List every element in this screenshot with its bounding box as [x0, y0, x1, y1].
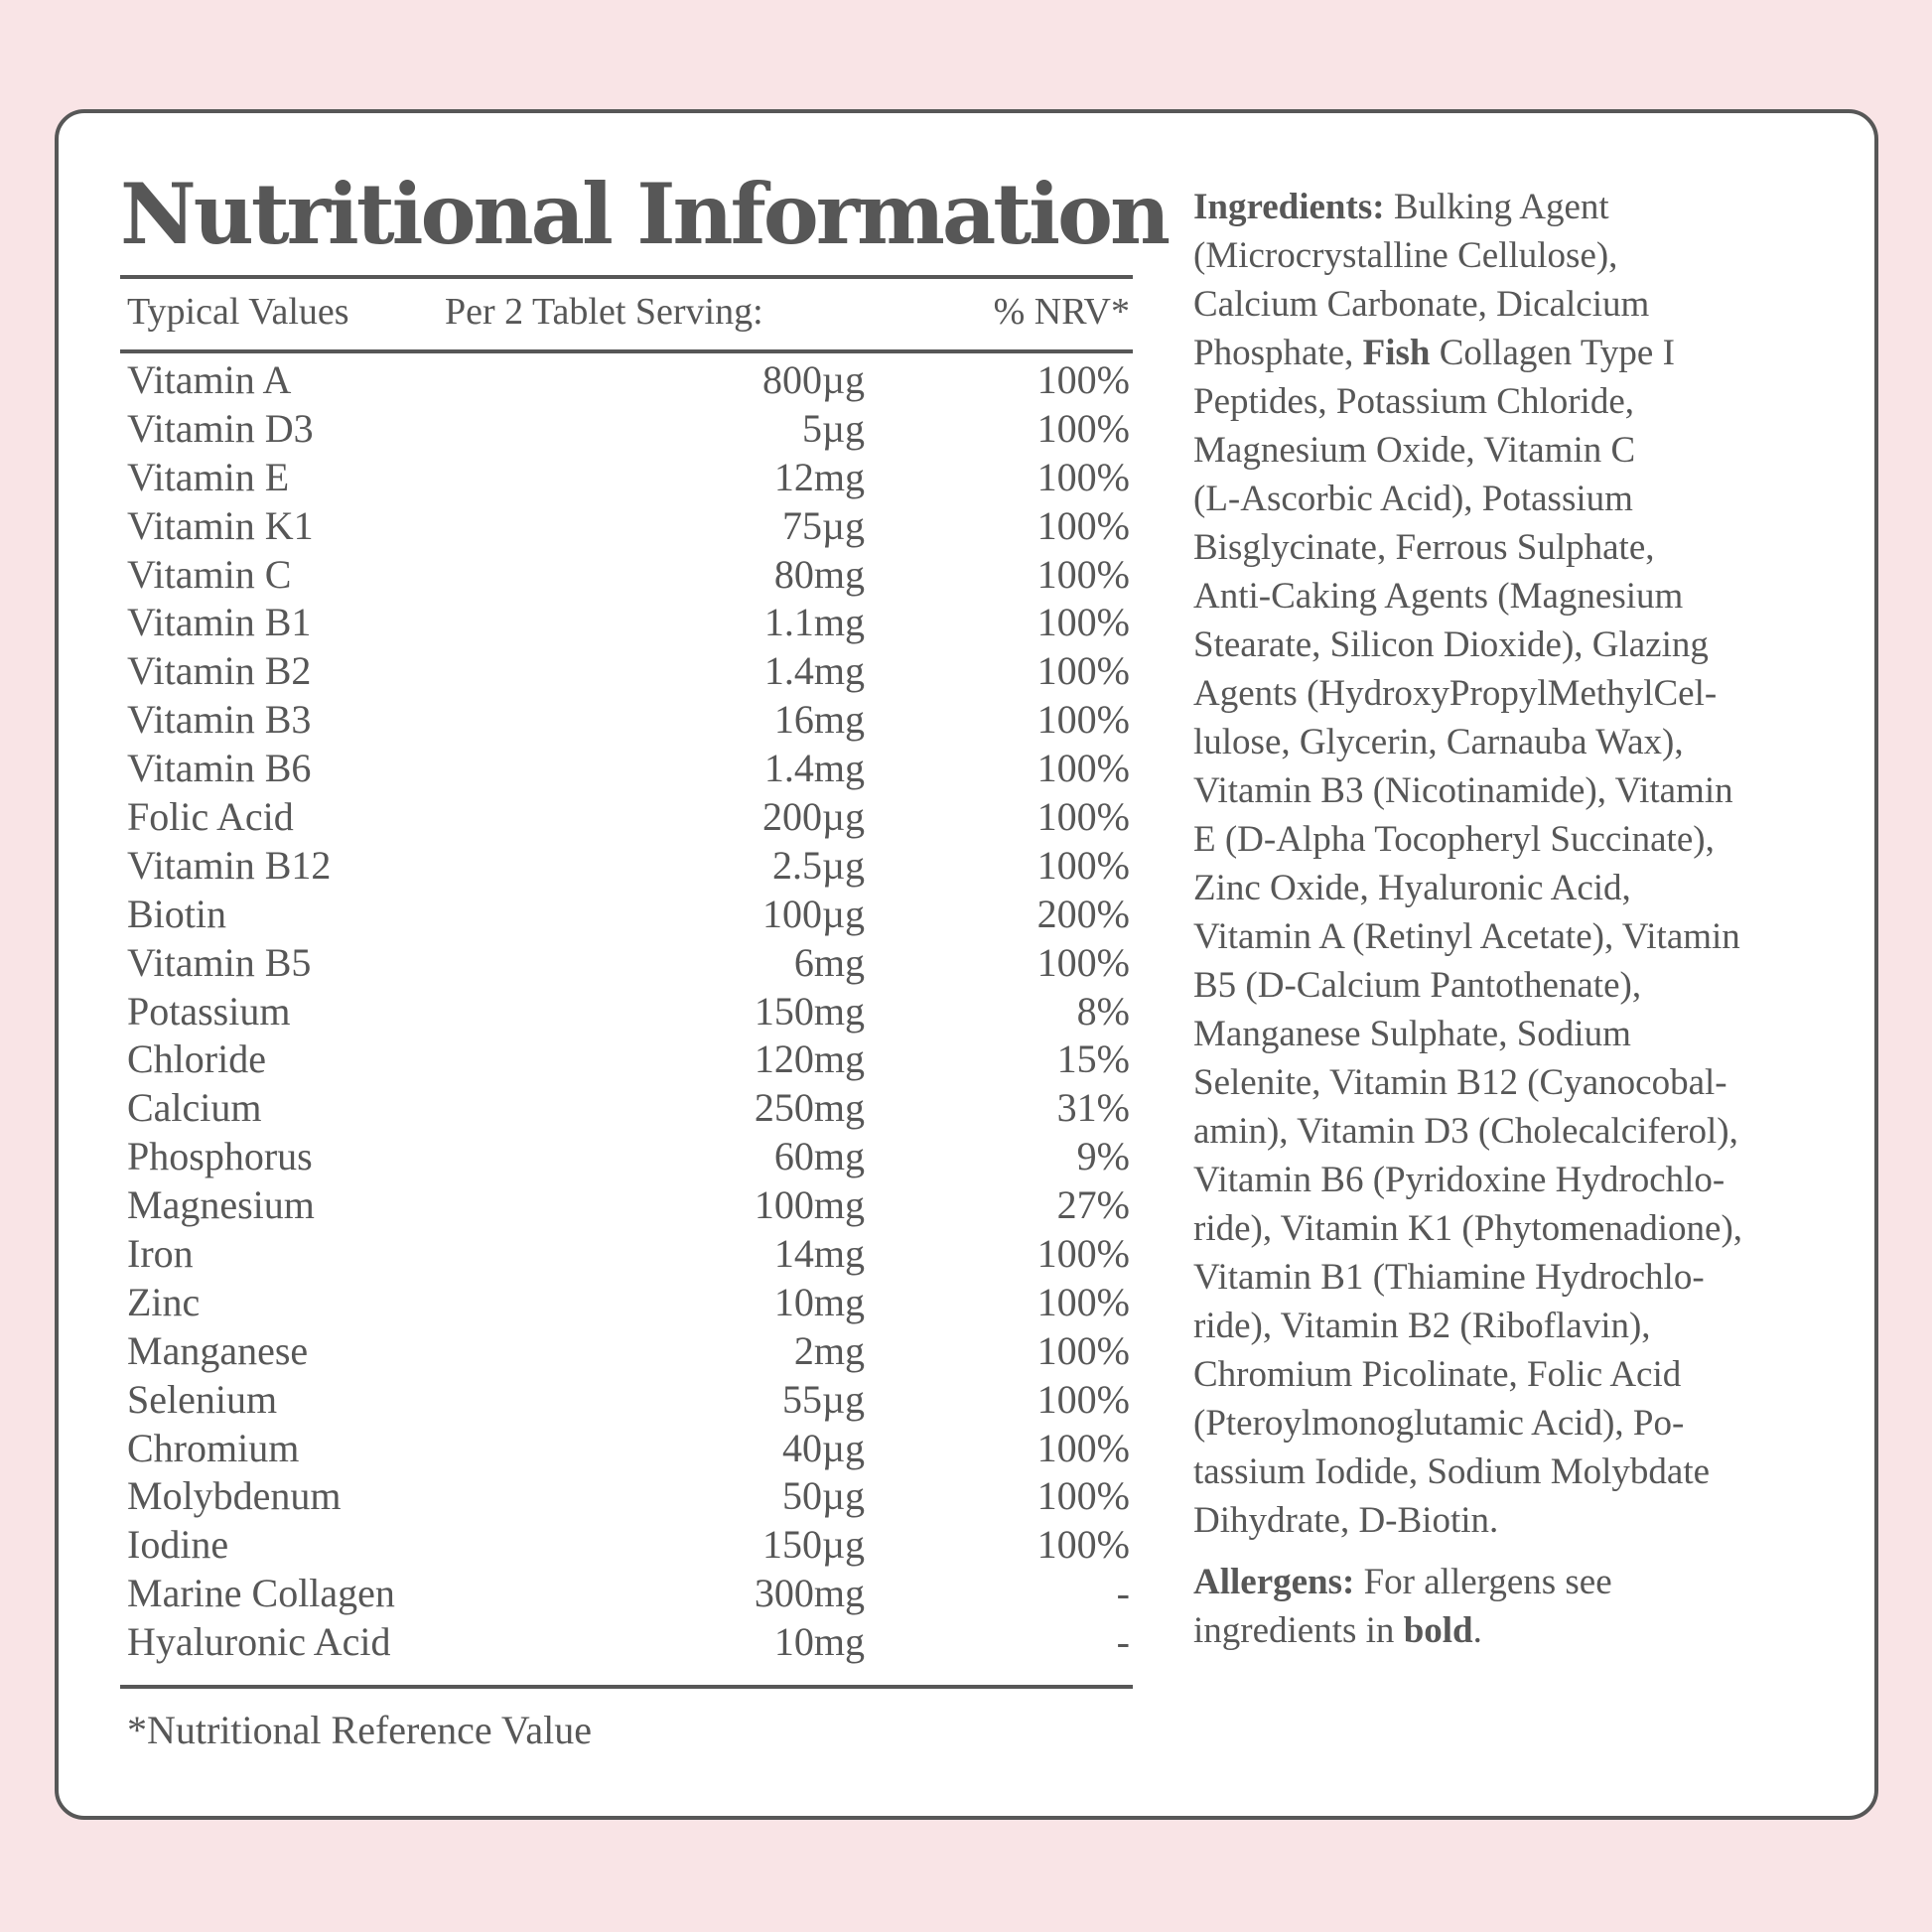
nutrient-nrv: 200% [1036, 891, 1130, 936]
nutrient-nrv: - [1116, 1619, 1130, 1665]
nutrient-amount: 800µg [761, 357, 865, 402]
nutrient-amount: 80mg [773, 551, 865, 597]
allergens-end: . [1472, 1610, 1482, 1651]
table-row [120, 1327, 1133, 1376]
ingredients-label: Ingredients: [1193, 187, 1385, 227]
nutrient-nrv: 100% [1036, 1425, 1130, 1470]
table-row [120, 1570, 1133, 1618]
nutrient-amount: 1.4mg [763, 746, 865, 791]
header-per-serving: Per 2 Tablet Serving: [445, 291, 763, 333]
ingredients-line: E (D-Alpha Tocopheryl Succinate), [1193, 819, 1715, 860]
nutrient-amount: 60mg [773, 1134, 865, 1179]
header-nrv: % NRV* [993, 291, 1130, 333]
nutrient-amount: 300mg [754, 1571, 865, 1616]
nutrient-name: Vitamin K1 [127, 502, 314, 548]
nutrient-name: Iron [127, 1231, 194, 1277]
nutrient-amount: 16mg [773, 697, 865, 743]
nutrient-amount: 55µg [781, 1376, 865, 1422]
ingredients-line: Vitamin B3 (Nicotinamide), Vitamin [1193, 770, 1733, 811]
ingredients-line: amin), Vitamin D3 (Cholecalciferol), [1193, 1111, 1738, 1152]
ingredients-line: (L-Ascorbic Acid), Potassium [1193, 479, 1633, 519]
ingredients-line: Vitamin B6 (Pyridoxine Hydrochlo- [1193, 1160, 1725, 1200]
header-typical-values: Typical Values [127, 291, 349, 333]
allergen-ingredient-bold: Fish [1362, 333, 1431, 373]
table-row [120, 1133, 1133, 1181]
table-row [120, 745, 1133, 793]
allergens-note [1193, 1558, 1849, 1655]
title-divider [120, 275, 1133, 279]
nutrient-name: Vitamin E [127, 454, 290, 499]
nutrient-name: Vitamin B12 [127, 842, 332, 888]
allergens-line [1193, 1606, 1849, 1655]
nutrient-nrv: 31% [1056, 1085, 1130, 1131]
allergens-text: For allergens see [1354, 1562, 1612, 1602]
ingredients-line: Stearate, Silicon Dioxide), Glazing [1193, 624, 1709, 665]
ingredients-line: (Microcrystalline Cellulose), [1193, 235, 1618, 276]
nutrient-amount: 100mg [754, 1182, 865, 1228]
ingredients-text: Collagen Type I [1430, 333, 1675, 373]
nutrient-nrv: 100% [1036, 551, 1130, 597]
ingredients-line: Bisglycinate, Ferrous Sulphate, [1193, 527, 1655, 568]
nutrient-amount: 10mg [773, 1619, 865, 1665]
nutrient-amount: 40µg [781, 1425, 865, 1470]
nutrient-name: Biotin [127, 891, 227, 936]
ingredients-line: ride), Vitamin K1 (Phytomenadione), [1193, 1208, 1743, 1249]
nutrient-name: Hyaluronic Acid [127, 1619, 391, 1665]
ingredients-line: ride), Vitamin B2 (Riboflavin), [1193, 1306, 1651, 1346]
nutrient-name: Calcium [127, 1085, 262, 1131]
nutrition-table-body [120, 356, 1133, 1667]
nrv-footnote: *Nutritional Reference Value [127, 1708, 592, 1752]
table-row [120, 1376, 1133, 1425]
nutrient-nrv: 100% [1036, 600, 1130, 645]
nutrient-name: Potassium [127, 988, 291, 1034]
ingredients-text: Phosphate, [1193, 333, 1363, 373]
table-row [120, 356, 1133, 405]
table-row [120, 1618, 1133, 1667]
ingredients-line: Calcium Carbonate, Dicalcium [1193, 284, 1650, 325]
ingredients-line: lulose, Glycerin, Carnauba Wax), [1193, 722, 1684, 762]
table-row [120, 647, 1133, 696]
nutrient-amount: 10mg [773, 1279, 865, 1324]
nutrient-nrv: 100% [1036, 648, 1130, 694]
nutrient-amount: 250mg [754, 1085, 865, 1131]
nutrient-amount: 6mg [793, 939, 865, 985]
table-row [120, 599, 1133, 647]
allergens-label: Allergens: [1193, 1562, 1355, 1602]
ingredients-line: Vitamin B1 (Thiamine Hydrochlo- [1193, 1257, 1705, 1298]
ingredients-line: Zinc Oxide, Hyaluronic Acid, [1193, 868, 1631, 908]
table-row [120, 793, 1133, 842]
ingredients-line: Agents (HydroxyPropylMethylCel- [1193, 673, 1718, 714]
nutrient-nrv: 100% [1036, 1376, 1130, 1422]
table-header [120, 290, 1133, 340]
nutrient-amount: 150µg [761, 1522, 865, 1568]
nutrient-nrv: 100% [1036, 1522, 1130, 1568]
nutrient-amount: 1.1mg [763, 600, 865, 645]
nutrient-nrv: 100% [1036, 1231, 1130, 1277]
nutrient-nrv: 100% [1036, 1327, 1130, 1373]
nutrient-nrv: - [1116, 1571, 1130, 1616]
ingredients-line: Peptides, Potassium Chloride, [1193, 381, 1634, 422]
nutrient-amount: 50µg [781, 1473, 865, 1519]
table-bottom-divider [120, 1685, 1133, 1689]
nutrient-name: Magnesium [127, 1182, 315, 1228]
page-title: Nutritional Information [120, 165, 1169, 263]
ingredients-line: Dihydrate, D-Biotin. [1193, 1500, 1499, 1541]
nutrient-name: Folic Acid [127, 794, 294, 840]
nutrient-amount: 120mg [754, 1036, 865, 1082]
nutrient-amount: 14mg [773, 1231, 865, 1277]
nutrient-nrv: 27% [1056, 1182, 1130, 1228]
nutrient-name: Chromium [127, 1425, 300, 1470]
nutrient-amount: 150mg [754, 988, 865, 1034]
nutrient-name: Vitamin B1 [127, 600, 312, 645]
table-row [120, 842, 1133, 891]
nutrient-nrv: 100% [1036, 1279, 1130, 1324]
table-row [120, 1035, 1133, 1084]
ingredients-line: Selenite, Vitamin B12 (Cyanocobal- [1193, 1062, 1727, 1103]
nutrient-name: Vitamin D3 [127, 405, 314, 451]
table-row [120, 1181, 1133, 1230]
table-row [120, 939, 1133, 988]
table-row [120, 988, 1133, 1036]
nutrient-nrv: 100% [1036, 405, 1130, 451]
allergens-line [1193, 1558, 1849, 1606]
nutrient-nrv: 100% [1036, 842, 1130, 888]
nutrient-amount: 12mg [773, 454, 865, 499]
nutrient-nrv: 100% [1036, 794, 1130, 840]
nutrient-name: Zinc [127, 1279, 201, 1324]
nutrient-amount: 100µg [761, 891, 865, 936]
nutrient-nrv: 15% [1056, 1036, 1130, 1082]
nutrient-name: Vitamin B6 [127, 746, 312, 791]
table-row [120, 405, 1133, 454]
allergens-text: ingredients in [1193, 1610, 1404, 1651]
nutrient-nrv: 100% [1036, 746, 1130, 791]
table-row [120, 1521, 1133, 1570]
ingredients-line: Manganese Sulphate, Sodium [1193, 1014, 1631, 1054]
nutrient-nrv: 100% [1036, 697, 1130, 743]
table-row [120, 1084, 1133, 1133]
nutrient-name: Chloride [127, 1036, 266, 1082]
nutrient-nrv: 9% [1076, 1134, 1130, 1179]
ingredients-line: B5 (D-Calcium Pantothenate), [1193, 965, 1642, 1006]
nutrient-name: Vitamin B2 [127, 648, 312, 694]
nutrient-amount: 75µg [781, 502, 865, 548]
table-row [120, 891, 1133, 939]
table-row [120, 551, 1133, 600]
nutrient-nrv: 100% [1036, 939, 1130, 985]
nutrient-name: Iodine [127, 1522, 229, 1568]
nutrient-name: Vitamin B5 [127, 939, 312, 985]
nutrient-name: Manganese [127, 1327, 309, 1373]
ingredients-line [1193, 329, 1849, 377]
nutrient-nrv: 8% [1076, 988, 1130, 1034]
allergens-bold-word: bold [1403, 1610, 1473, 1651]
nutrient-nrv: 100% [1036, 454, 1130, 499]
ingredients-panel [1193, 183, 1849, 1655]
nutrient-amount: 200µg [761, 794, 865, 840]
nutrient-name: Vitamin C [127, 551, 292, 597]
nutrient-name: Phosphorus [127, 1134, 313, 1179]
nutrient-name: Molybdenum [127, 1473, 342, 1519]
ingredients-line [1193, 183, 1849, 231]
nutrient-name: Selenium [127, 1376, 278, 1422]
nutrient-name: Vitamin B3 [127, 697, 312, 743]
ingredients-line: Chromium Picolinate, Folic Acid [1193, 1354, 1682, 1395]
nutrition-card [55, 109, 1878, 1820]
table-row [120, 454, 1133, 502]
table-row [120, 1472, 1133, 1521]
ingredients-line: Vitamin A (Retinyl Acetate), Vitamin [1193, 916, 1740, 957]
nutrient-amount: 5µg [801, 405, 865, 451]
table-row [120, 696, 1133, 745]
nutrient-amount: 1.4mg [763, 648, 865, 694]
ingredients-line: Magnesium Oxide, Vitamin C [1193, 430, 1636, 471]
nutrient-name: Marine Collagen [127, 1571, 395, 1616]
ingredients-line: (Pteroylmonoglutamic Acid), Po- [1193, 1403, 1685, 1444]
nutrient-amount: 2.5µg [771, 842, 865, 888]
table-row [120, 1230, 1133, 1279]
ingredients-line: tassium Iodide, Sodium Molybdate [1193, 1451, 1711, 1492]
nutrient-nrv: 100% [1036, 1473, 1130, 1519]
nutrient-nrv: 100% [1036, 357, 1130, 402]
ingredients-text: Bulking Agent [1384, 187, 1609, 227]
table-row [120, 1279, 1133, 1327]
ingredients-line: Anti-Caking Agents (Magnesium [1193, 576, 1684, 617]
nutrient-nrv: 100% [1036, 502, 1130, 548]
nutrient-name: Vitamin A [127, 357, 292, 402]
table-row [120, 502, 1133, 551]
table-row [120, 1425, 1133, 1473]
nutrient-amount: 2mg [793, 1327, 865, 1373]
header-divider [120, 349, 1133, 353]
